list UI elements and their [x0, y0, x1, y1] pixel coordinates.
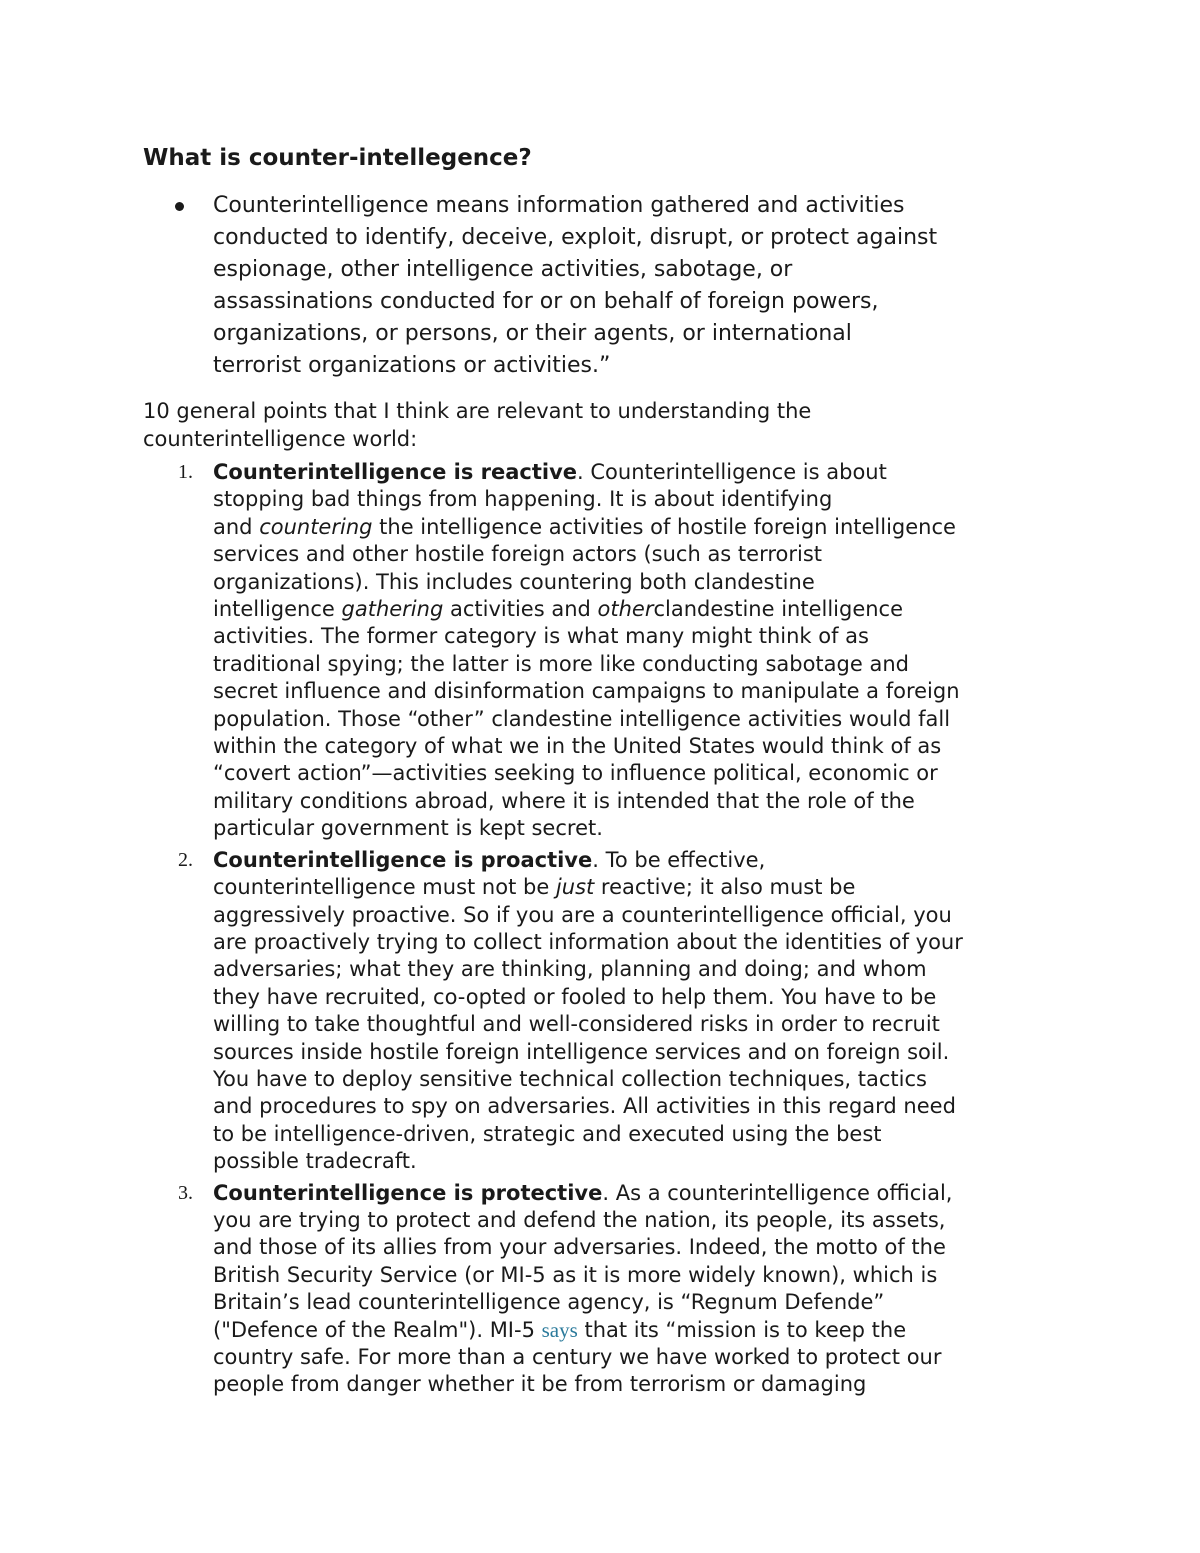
point-line	[213, 1317, 1073, 1344]
list-number: 2.	[178, 848, 193, 871]
point-item-reactive	[143, 459, 1073, 843]
point-text: counterintelligence must not be	[213, 875, 556, 900]
point-line: and procedures to spy on adversaries. All activities in this regard need	[213, 1094, 956, 1119]
point-line: people from danger whether it be from terrorism or damaging	[213, 1372, 867, 1397]
point-line: particular government is kept secret.	[213, 816, 603, 841]
point-line: to be intelligence-driven, strategic and executed using the best	[213, 1121, 882, 1146]
point-line: traditional spying; the latter is more like conducting sabotage and	[213, 651, 909, 676]
emphasis-text: countering	[259, 514, 373, 539]
point-line	[213, 459, 1073, 486]
point-line	[213, 1180, 1073, 1207]
point-line: adversaries; what they are thinking, planning and doing; and whom	[213, 957, 927, 982]
point-line: willing to take thoughtful and well-considered risks in order to recruit	[213, 1012, 940, 1037]
point-line: activities. The former category is what many might think of as	[213, 624, 869, 649]
definition-line: conducted to identify, deceive, exploit, disrupt, or protect against	[213, 225, 938, 250]
point-line: You have to deploy sensitive technical collection techniques, tactics	[213, 1066, 927, 1091]
point-item-proactive	[143, 847, 1073, 1176]
point-heading: Counterintelligence is reactive	[213, 460, 578, 484]
point-text: . As a counterintelligence official,	[602, 1180, 953, 1205]
list-number: 3.	[178, 1181, 193, 1204]
list-number: 1.	[178, 461, 193, 483]
point-line: possible tradecraft.	[213, 1149, 417, 1174]
definition-line: terrorist organizations or activities.”	[213, 353, 611, 378]
definition-line: assassinations conducted for or on behalf of foreign powers,	[213, 289, 879, 314]
definition-list	[175, 190, 1065, 382]
point-text: reactive; it also must be	[594, 875, 856, 900]
page-title: What is counter-intellegence?	[143, 145, 532, 171]
points-list	[143, 459, 1073, 1403]
point-line: within the category of what we in the United States would think of as	[213, 734, 942, 759]
point-text: and	[213, 514, 260, 539]
bullet-dot-icon	[175, 202, 184, 211]
point-text: ("Defence of the Realm"). MI-5	[213, 1317, 542, 1342]
point-item-protective	[143, 1180, 1073, 1399]
point-heading: Counterintelligence is protective	[213, 1180, 603, 1205]
point-line: are proactively trying to collect information about the identities of your	[213, 929, 963, 954]
point-line: population. Those “other” clandestine intelligence activities would fall	[213, 706, 951, 731]
point-line: sources inside hostile foreign intelligence services and on foreign soil.	[213, 1039, 950, 1064]
point-line: aggressively proactive. So if you are a counterintelligence official, you	[213, 902, 952, 927]
point-text: activities and	[443, 597, 598, 622]
point-text: the intelligence activities of hostile foreign intelligence	[372, 514, 956, 539]
point-line	[213, 874, 1073, 901]
point-heading: Counterintelligence is proactive	[213, 847, 593, 872]
point-line: organizations). This includes countering both clandestine	[213, 569, 815, 594]
definition-line: Counterintelligence means information gathered and activities	[213, 193, 905, 218]
definition-line: espionage, other intelligence activities, sabotage, or	[213, 257, 793, 282]
emphasis-text: gathering	[341, 597, 444, 622]
point-line	[213, 596, 1073, 623]
intro-paragraph	[143, 398, 1043, 453]
point-text: . Counterintelligence is about	[577, 460, 887, 484]
point-text: clandestine intelligence	[653, 597, 904, 622]
point-line: British Security Service (or MI-5 as it is more widely known), which is	[213, 1262, 938, 1287]
intro-line: counterintelligence world:	[143, 426, 418, 451]
point-line	[213, 514, 1073, 541]
point-line: military conditions abroad, where it is intended that the role of the	[213, 788, 915, 813]
emphasis-text: just	[555, 875, 595, 900]
point-text: that its “mission is to keep the	[577, 1317, 907, 1342]
point-line	[213, 847, 1073, 874]
point-text: . To be effective,	[592, 847, 766, 872]
definition-line: organizations, or persons, or their agents, or international	[213, 321, 852, 346]
point-line: and those of its allies from your adversaries. Indeed, the motto of the	[213, 1235, 946, 1260]
emphasis-text: other	[597, 597, 654, 622]
point-line: stopping bad things from happening. It is about identifying	[213, 487, 833, 512]
point-line: they have recruited, co-opted or fooled to help them. You have to be	[213, 984, 937, 1009]
says-link[interactable]: says	[541, 1317, 578, 1342]
point-line: services and other hostile foreign actors (such as terrorist	[213, 542, 823, 567]
point-line: Britain’s lead counterintelligence agency, is “Regnum Defende”	[213, 1290, 885, 1315]
point-line: you are trying to protect and defend the nation, its people, its assets,	[213, 1207, 946, 1232]
definition-item	[175, 190, 1065, 382]
point-line: country safe. For more than a century we have worked to protect our	[213, 1345, 942, 1369]
point-text: intelligence	[213, 597, 342, 622]
intro-line: 10 general points that I think are relevant to understanding the	[143, 399, 812, 423]
point-line: “covert action”—activities seeking to influence political, economic or	[213, 761, 938, 786]
point-line: secret influence and disinformation campaigns to manipulate a foreign	[213, 679, 960, 704]
